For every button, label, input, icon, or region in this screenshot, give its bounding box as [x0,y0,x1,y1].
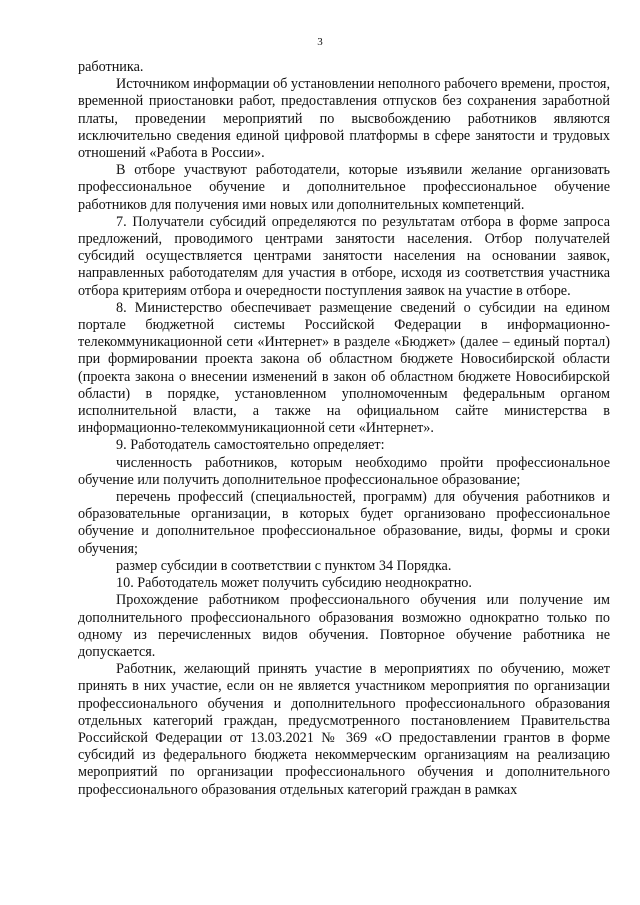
paragraph: работника. [78,59,144,75]
document-body [78,59,610,799]
paragraph: 8. Министерство обеспечивает размещение сведений о субсидии на едином портале бюджетной системы Российской Федерации в информационно-телекоммуникационной сети «Интернет» в разделе «Бюджет» (далее – единый портал) при формировании проекта закона об областном бюджете Новосибирской области (проекта закона о внесении изменений в закон об областном бюджете Новосибирской области) в порядке, установленном уполномоченным федеральным органом исполнительной власти, а также на официальном сайте министерства в информационно-телекоммуникационной сети «Интернет». [78,299,610,437]
paragraph: перечень профессий (специальностей, программ) для обучения работников и образовательные организации, в которых будет организовано профессиональное обучение и дополнительное профессиональное образование, виды, формы и сроки обучения; [78,489,610,557]
paragraph: 9. Работодатель самостоятельно определяет: [116,437,385,454]
paragraph: размер субсидии в соответствии с пунктом 34 Порядка. [116,557,452,574]
paragraph: Источником информации об установлении неполного рабочего времени, простоя, временной приостановки работ, предоставления отпусков без сохранения заработной платы, проведении мероприятий по высвобождению работников являются исключительно сведения единой цифровой платформы в сфере занятости и трудовых отношений «Работа в России». [78,76,610,162]
paragraph: В отборе участвуют работодатели, которые изъявили желание организовать профессиональное обучение и дополнительное профессиональное обучение работников для получения ими новых или дополнительных компетенций. [78,162,610,213]
paragraph: Работник, желающий принять участие в мероприятиях по обучению, может принять в них участие, если он не является участником мероприятия по организации профессионального обучения и дополнительного профессионального образования отдельных категорий граждан, предусмотренного постановлением Правительства Российской Федерации от 13.03.2021 № 369 «О предоставлении грантов в форме субсидий из федерального бюджета некоммерческим организациям на реализацию мероприятий по организации профессионального обучения и дополнительного профессионального образования отдельных категорий граждан в рамках [78,661,610,798]
paragraph: численность работников, которым необходимо пройти профессиональное обучение или получить дополнительное профессиональное образование; [78,454,610,488]
page-number: 3 [317,36,323,48]
paragraph: 7. Получатели субсидий определяются по результатам отбора в форме запроса предложений, проводимого центрами занятости населения. Отбор получателей субсидий осуществляется центрами занятости населения на основании заявок, направленных работодателям для участия в отборе, исходя из соответствия участника отбора критериям отбора и очередности поступления заявок на участие в отборе. [78,213,610,299]
paragraph: Прохождение работником профессионального обучения или получение им дополнительного профессионального образования возможно однократно только по одному из перечисленных видов обучения. Повторное обучение работника не допускается. [78,592,610,660]
paragraph: 10. Работодатель может получить субсидию неоднократно. [116,575,472,592]
